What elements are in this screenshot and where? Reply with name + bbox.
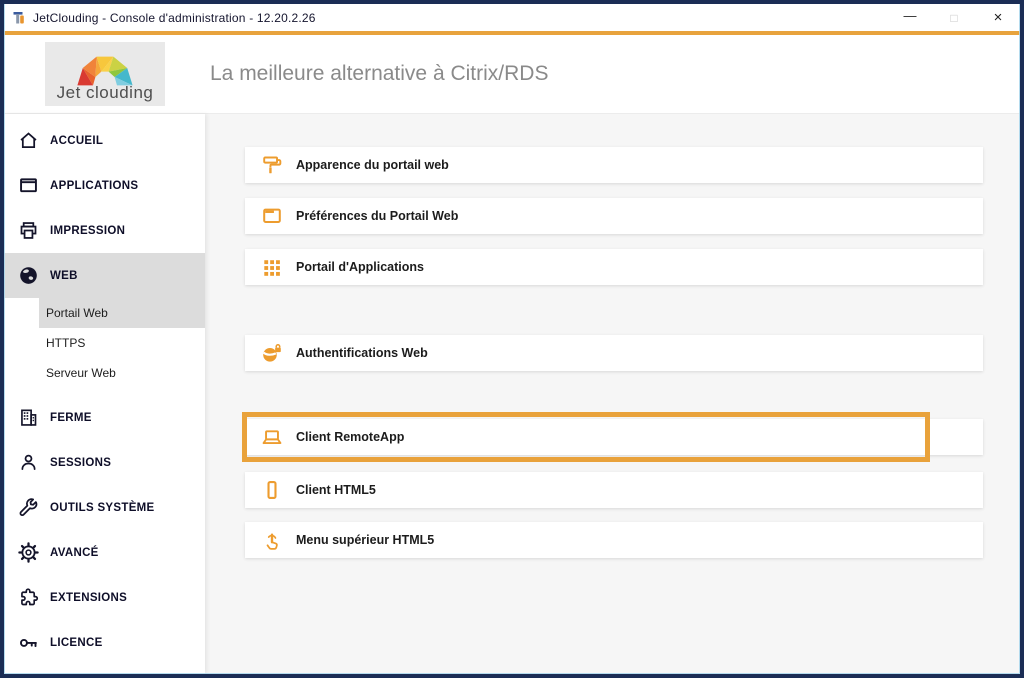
sidebar-item-label: EXTENSIONS <box>50 591 128 604</box>
touch-gesture-icon <box>261 529 283 551</box>
sidebar-item-avance[interactable] <box>4 530 205 575</box>
app-grid-icon <box>261 256 283 278</box>
web-auth-lock-icon <box>261 342 283 364</box>
sidebar-item-label: LICENCE <box>50 636 103 649</box>
row-label: Client HTML5 <box>296 483 376 497</box>
sidebar-item-ferme[interactable] <box>4 395 205 440</box>
smartphone-icon <box>261 479 283 501</box>
sidebar-subitem-label: Portail Web <box>46 306 108 320</box>
sidebar <box>4 114 205 674</box>
sidebar-item-label: AVANCÉ <box>50 546 99 559</box>
browser-window-icon <box>261 205 283 227</box>
gear-icon <box>18 542 39 563</box>
maximize-button[interactable]: □ <box>950 10 958 25</box>
printer-icon <box>18 220 39 241</box>
row-label: Préférences du Portail Web <box>296 209 459 223</box>
sidebar-subitem-portail-web[interactable] <box>39 298 205 328</box>
sidebar-subitem-label: HTTPS <box>46 336 86 350</box>
sidebar-item-extensions[interactable] <box>4 575 205 620</box>
row-label: Portail d'Applications <box>296 260 424 274</box>
sidebar-item-label: APPLICATIONS <box>50 179 139 192</box>
sidebar-subitem-label: Serveur Web <box>46 366 116 380</box>
laptop-icon <box>261 426 283 448</box>
row-label: Client RemoteApp <box>296 430 405 444</box>
title-bar[interactable] <box>4 4 1020 31</box>
row-client-remoteapp[interactable] <box>245 419 983 455</box>
window-controls <box>888 4 1020 31</box>
sidebar-item-label: WEB <box>50 269 78 282</box>
sidebar-item-outils-systeme[interactable] <box>4 485 205 530</box>
sidebar-item-label: OUTILS SYSTÈME <box>50 501 155 514</box>
row-apparence-portail-web[interactable] <box>245 147 983 183</box>
minimize-button[interactable]: — <box>903 8 917 23</box>
row-label: Menu supérieur HTML5 <box>296 533 435 547</box>
sidebar-item-impression[interactable] <box>4 208 205 253</box>
sidebar-item-licence[interactable] <box>4 620 205 665</box>
user-icon <box>18 452 39 473</box>
row-authentifications-web[interactable] <box>245 335 983 371</box>
row-preferences-portail-web[interactable] <box>245 198 983 234</box>
close-button[interactable]: × <box>993 9 1003 26</box>
main-layout <box>4 114 1020 674</box>
tagline: La meilleure alternative à Citrix/RDS <box>210 62 549 85</box>
row-label: Authentifications Web <box>296 346 428 360</box>
row-menu-superieur-html5[interactable] <box>245 522 983 558</box>
key-icon <box>18 632 39 653</box>
content-panel <box>205 114 1020 674</box>
row-portail-applications[interactable] <box>245 249 983 285</box>
app-icon <box>11 10 27 26</box>
sidebar-subitem-https[interactable] <box>39 328 205 358</box>
globe-icon <box>18 265 39 286</box>
logo-text: Jet clouding <box>56 83 154 102</box>
logo <box>45 42 165 106</box>
puzzle-icon <box>18 587 39 608</box>
sidebar-item-label: SESSIONS <box>50 456 112 469</box>
sidebar-item-label: IMPRESSION <box>50 224 126 237</box>
sidebar-item-web[interactable] <box>4 253 205 298</box>
window-title: JetClouding - Console d'administration - 12.20.2.26 <box>33 10 316 25</box>
sidebar-item-label: FERME <box>50 411 92 424</box>
row-label: Apparence du portail web <box>296 158 449 172</box>
home-icon <box>18 130 39 151</box>
wrench-icon <box>18 497 39 518</box>
sidebar-item-sessions[interactable] <box>4 440 205 485</box>
sidebar-subitem-serveur-web[interactable] <box>39 358 205 388</box>
header <box>4 35 1020 114</box>
sidebar-item-accueil[interactable] <box>4 118 205 163</box>
sidebar-item-label: ACCUEIL <box>50 134 104 147</box>
sidebar-item-applications[interactable] <box>4 163 205 208</box>
app-window-icon <box>18 175 39 196</box>
paint-roller-icon <box>261 154 283 176</box>
building-icon <box>18 407 39 428</box>
row-client-html5[interactable] <box>245 472 983 508</box>
sidebar-spacer <box>4 388 205 395</box>
